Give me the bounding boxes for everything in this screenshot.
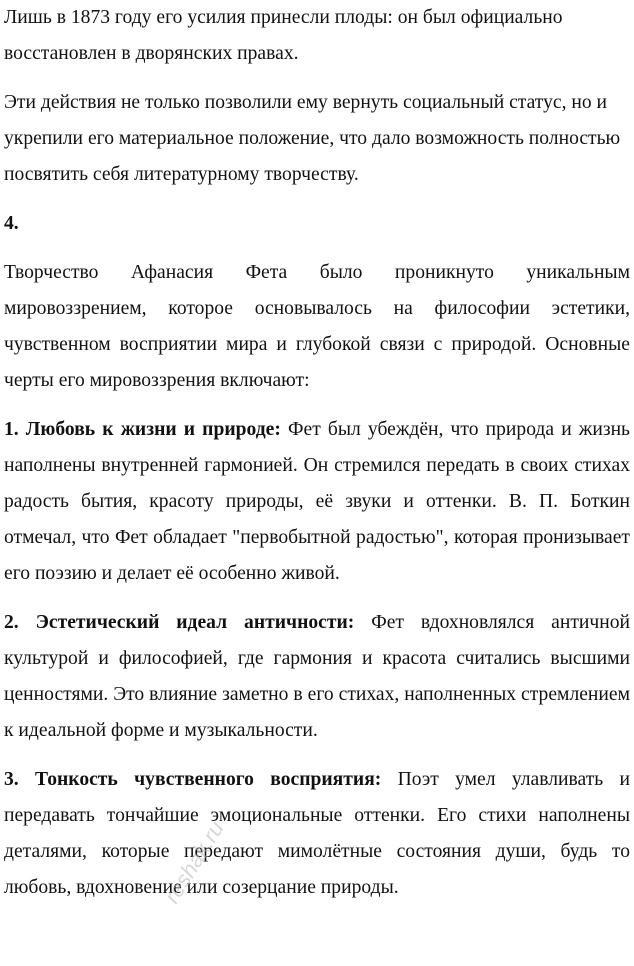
list-item — [4, 762, 630, 906]
paragraph-consequences: Эти действия не только позволили ему вернуть социальный статус, но и укрепили его материальное положение, что дало возможность полностью посвятить себя литературному творчеству. — [4, 92, 621, 185]
document-page — [4, 0, 630, 906]
watermark-text: reshak.ru — [159, 816, 229, 908]
list-item — [4, 605, 630, 749]
list-item-title: 2. Эстетический идеал античности: — [4, 612, 355, 633]
list-item-title: 1. Любовь к жизни и природе: — [4, 419, 281, 440]
paragraph-restoration: Лишь в 1873 году его усилия принесли плоды: он был официально восстановлен в дворянских правах. — [4, 7, 563, 64]
list-item — [4, 412, 630, 592]
paragraph-worldview-intro: Творчество Афанасия Фета было проникнуто уникальным мировоззрением, которое основывалось на философии эстетики, чувственном восприятии мира и глубокой связи с природой. Основные черты его мировоззрения включают: — [4, 262, 630, 391]
list-item-text: Фет вдохновлялся античной культурой и философией, где гармония и красота считались высшими ценностями. Это влияние заметно в его стихах, наполненных стремлением к идеальной форме и музыкальности. — [4, 612, 630, 741]
list-item-title: 3. Тонкость чувственного восприятия: — [4, 769, 382, 790]
list-item-text: Фет был убеждён, что природа и жизнь наполнены внутренней гармонией. Он стремился передать в своих стихах радость бытия, красоту природы, её звуки и оттенки. В. П. Боткин отмечал, что Фет обладает "первобытной радостью", которая пронизывает его поэзию и делает её особенно живой. — [4, 419, 630, 584]
list-item-text: Поэт умел улавливать и передавать тончайшие эмоциональные оттенки. Его стихи наполнены деталями, которые передают мимолётные состояния души, будь то любовь, вдохновение или созерцание природы. — [4, 769, 630, 898]
section-number: 4. — [4, 213, 19, 234]
